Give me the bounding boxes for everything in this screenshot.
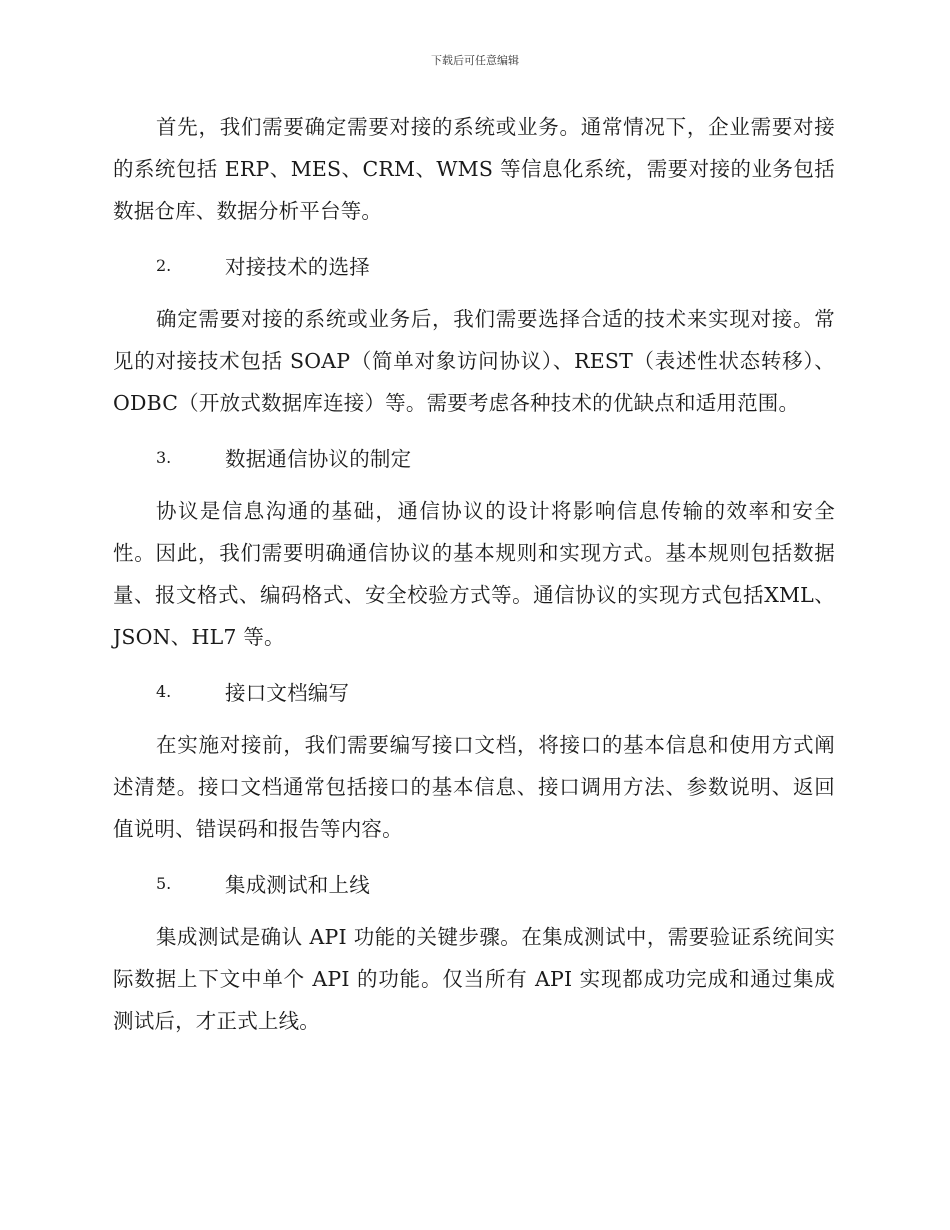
section-heading-4 xyxy=(113,670,835,712)
section-title: 对接技术的选择 xyxy=(225,255,370,279)
section-heading-2 xyxy=(113,244,835,286)
section-paragraph-2: 确定需要对接的系统或业务后，我们需要选择合适的技术来实现对接。常见的对接技术包括 SOAP（简单对象访问协议）、REST（表述性状态转移）、ODBC（开放式数据库连接）等。需要考虑各种技术的优缺点和适用范围。 xyxy=(113,307,835,415)
section-number: 3. xyxy=(156,447,172,467)
section-paragraph-5: 集成测试是确认 API 功能的关键步骤。在集成测试中，需要验证系统间实际数据上下文中单个 API 的功能。仅当所有 API 实现都成功完成和通过集成测试后，才正式上线。 xyxy=(113,925,835,1033)
section-number: 2. xyxy=(156,255,172,275)
section-heading-3 xyxy=(113,436,835,478)
section-number: 4. xyxy=(156,681,172,701)
section-title: 数据通信协议的制定 xyxy=(225,447,412,471)
section-paragraph-4: 在实施对接前，我们需要编写接口文档，将接口的基本信息和使用方式阐述清楚。接口文档通常包括接口的基本信息、接口调用方法、参数说明、返回值说明、错误码和报告等内容。 xyxy=(113,733,835,841)
page-header: 下载后可任意编辑 xyxy=(431,54,519,67)
section-title: 集成测试和上线 xyxy=(225,873,370,897)
section-title: 接口文档编写 xyxy=(225,681,350,705)
document-body xyxy=(113,106,835,1042)
section-number: 5. xyxy=(156,873,172,893)
section-heading-5 xyxy=(113,862,835,904)
intro-paragraph: 首先，我们需要确定需要对接的系统或业务。通常情况下，企业需要对接的系统包括 ERP、MES、CRM、WMS 等信息化系统，需要对接的业务包括数据仓库、数据分析平台等。 xyxy=(113,115,835,223)
section-paragraph-3: 协议是信息沟通的基础，通信协议的设计将影响信息传输的效率和安全性。因此，我们需要明确通信协议的基本规则和实现方式。基本规则包括数据量、报文格式、编码格式、安全校验方式等。通信协议的实现方式包括XML、JSON、HL7 等。 xyxy=(113,499,835,649)
